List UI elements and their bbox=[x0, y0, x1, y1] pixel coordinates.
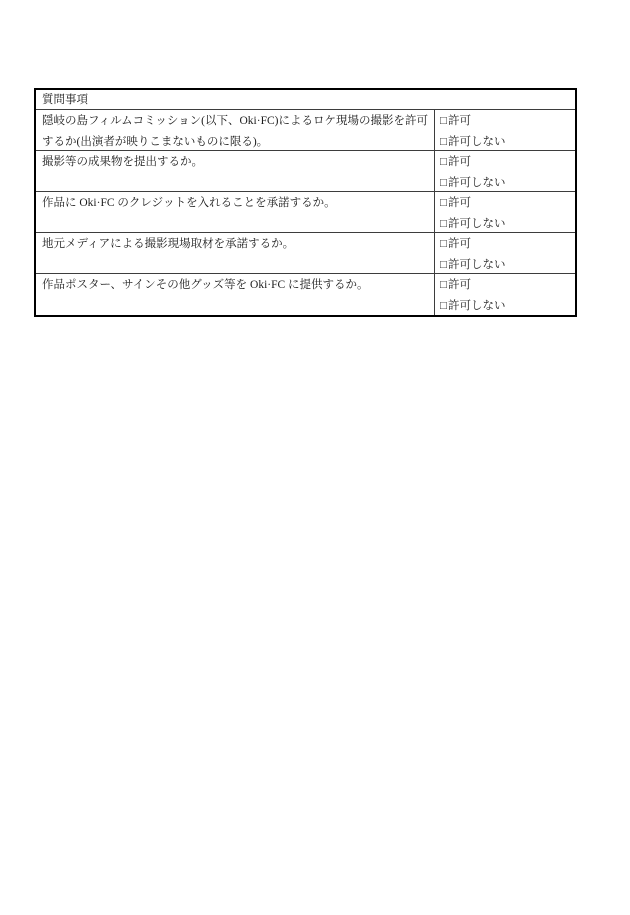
deny-option-label: 許可しない bbox=[447, 258, 506, 271]
deny-option-label: 許可しない bbox=[447, 176, 506, 189]
permit-option[interactable] bbox=[440, 193, 570, 214]
permit-option[interactable] bbox=[440, 275, 570, 296]
checkbox-icon[interactable]: □ bbox=[440, 258, 447, 271]
options-cell bbox=[435, 274, 575, 315]
permit-option[interactable] bbox=[440, 234, 570, 255]
permit-option[interactable] bbox=[440, 152, 570, 173]
question-text: 撮影等の成果物を提出するか。 bbox=[42, 156, 203, 168]
permit-option-label: 許可 bbox=[447, 238, 471, 250]
question-text: 作品に Oki·FC のクレジットを入れることを承諾するか。 bbox=[42, 197, 336, 209]
permit-option-label: 許可 bbox=[447, 279, 471, 291]
question-text: 作品ポスター、サインその他グッズ等を Oki·FC に提供するか。 bbox=[42, 279, 369, 291]
deny-option[interactable] bbox=[440, 296, 570, 317]
options-cell bbox=[435, 192, 575, 232]
table-header-row bbox=[36, 90, 575, 110]
options-cell bbox=[435, 151, 575, 191]
deny-option-label: 許可しない bbox=[447, 299, 506, 312]
table-row bbox=[36, 274, 575, 315]
checkbox-icon[interactable]: □ bbox=[440, 217, 447, 230]
deny-option[interactable] bbox=[440, 255, 570, 276]
checkbox-icon[interactable]: □ bbox=[440, 238, 447, 250]
question-text: 隠岐の島フィルムコミッション(以下、Oki·FC)によるロケ現場の撮影を許可するか(出演者が映りこまないものに限る)。 bbox=[42, 115, 428, 148]
permit-option-label: 許可 bbox=[447, 115, 471, 127]
permit-option[interactable] bbox=[440, 111, 570, 132]
deny-option[interactable] bbox=[440, 214, 570, 235]
table-header-label: 質問事項 bbox=[42, 94, 88, 106]
deny-option-label: 許可しない bbox=[447, 135, 506, 148]
checkbox-icon[interactable]: □ bbox=[440, 299, 447, 312]
question-cell bbox=[36, 233, 435, 273]
options-cell bbox=[435, 110, 575, 150]
question-cell bbox=[36, 110, 435, 150]
permit-option-label: 許可 bbox=[447, 197, 471, 209]
permit-option-label: 許可 bbox=[447, 156, 471, 168]
checkbox-icon[interactable]: □ bbox=[440, 115, 447, 127]
table-row bbox=[36, 233, 575, 274]
deny-option[interactable] bbox=[440, 173, 570, 194]
checkbox-icon[interactable]: □ bbox=[440, 197, 447, 209]
table-row bbox=[36, 151, 575, 192]
checkbox-icon[interactable]: □ bbox=[440, 176, 447, 189]
question-text: 地元メディアによる撮影現場取材を承諾するか。 bbox=[42, 238, 295, 250]
question-cell bbox=[36, 274, 435, 315]
deny-option[interactable] bbox=[440, 132, 570, 153]
questionnaire-table bbox=[34, 88, 577, 317]
options-cell bbox=[435, 233, 575, 273]
checkbox-icon[interactable]: □ bbox=[440, 279, 447, 291]
question-cell bbox=[36, 151, 435, 191]
checkbox-icon[interactable]: □ bbox=[440, 156, 447, 168]
table-row bbox=[36, 192, 575, 233]
table-row bbox=[36, 110, 575, 151]
checkbox-icon[interactable]: □ bbox=[440, 135, 447, 148]
question-cell bbox=[36, 192, 435, 232]
deny-option-label: 許可しない bbox=[447, 217, 506, 230]
